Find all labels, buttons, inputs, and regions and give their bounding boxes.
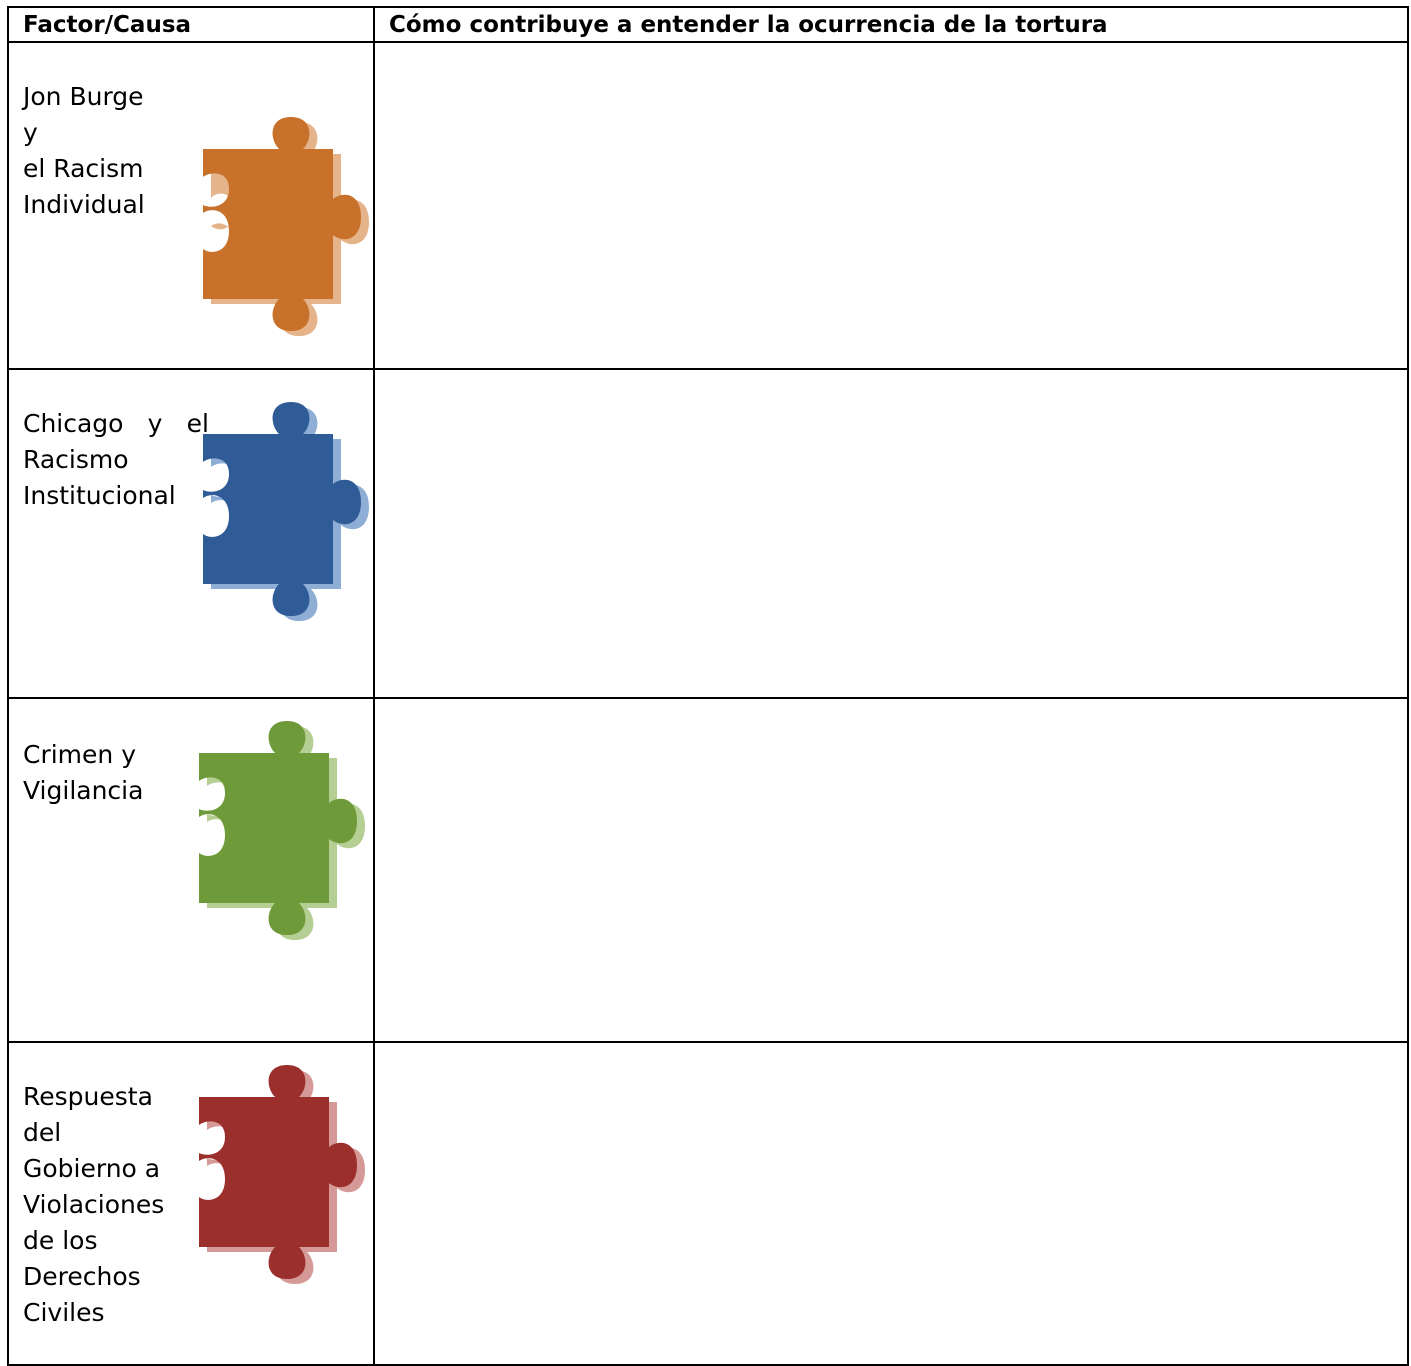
factor-label-line: Racismo: [23, 445, 129, 474]
factor-table: [7, 6, 1409, 1366]
blue-puzzle-piece-icon: [199, 394, 375, 632]
factor-label-line: Crimen y: [23, 740, 137, 769]
contribution-cell[interactable]: [374, 42, 1408, 369]
table-row: [8, 42, 1408, 369]
factor-cell: [8, 698, 374, 1042]
header-row: [8, 7, 1408, 42]
table-row: [8, 698, 1408, 1042]
factor-label-line: del: [23, 1118, 62, 1147]
contribution-cell[interactable]: [374, 1042, 1408, 1365]
factor-label: [23, 1079, 163, 1331]
factor-label-word: el: [186, 409, 209, 438]
factor-label-line: el Racism: [23, 154, 144, 183]
header-contribution: Cómo contribuye a entender la ocurrencia de la tortura: [374, 7, 1408, 42]
factor-label-line: Individual: [23, 190, 145, 219]
factor-label: [23, 79, 163, 223]
factor-label-line: de los: [23, 1226, 98, 1255]
contribution-cell[interactable]: [374, 698, 1408, 1042]
factor-label-line: Derechos: [23, 1262, 141, 1291]
factor-label-word: y: [147, 409, 163, 438]
factor-label-line: Violaciones: [23, 1190, 165, 1219]
table-row: [8, 1042, 1408, 1365]
orange-puzzle-piece-icon: [199, 109, 375, 347]
factor-cell: [8, 369, 374, 698]
factor-label: [23, 406, 209, 514]
factor-label-line: Vigilancia: [23, 776, 144, 805]
factor-label-line: [23, 406, 209, 442]
factor-label-line: Civiles: [23, 1298, 105, 1327]
factor-label-line: Institucional: [23, 481, 176, 510]
factor-cell: [8, 42, 374, 369]
factor-label-line: Jon Burge y: [23, 82, 144, 147]
factor-label-line: Gobierno a: [23, 1154, 161, 1183]
table-row: [8, 369, 1408, 698]
green-puzzle-piece-icon: [195, 713, 371, 951]
header-factor: Factor/Causa: [8, 7, 374, 42]
factor-label-word: Chicago: [23, 409, 124, 438]
contribution-cell[interactable]: [374, 369, 1408, 698]
factor-label: [23, 737, 163, 809]
factor-label-line: Respuesta: [23, 1082, 153, 1111]
red-puzzle-piece-icon: [195, 1057, 371, 1295]
factor-cell: [8, 1042, 374, 1365]
